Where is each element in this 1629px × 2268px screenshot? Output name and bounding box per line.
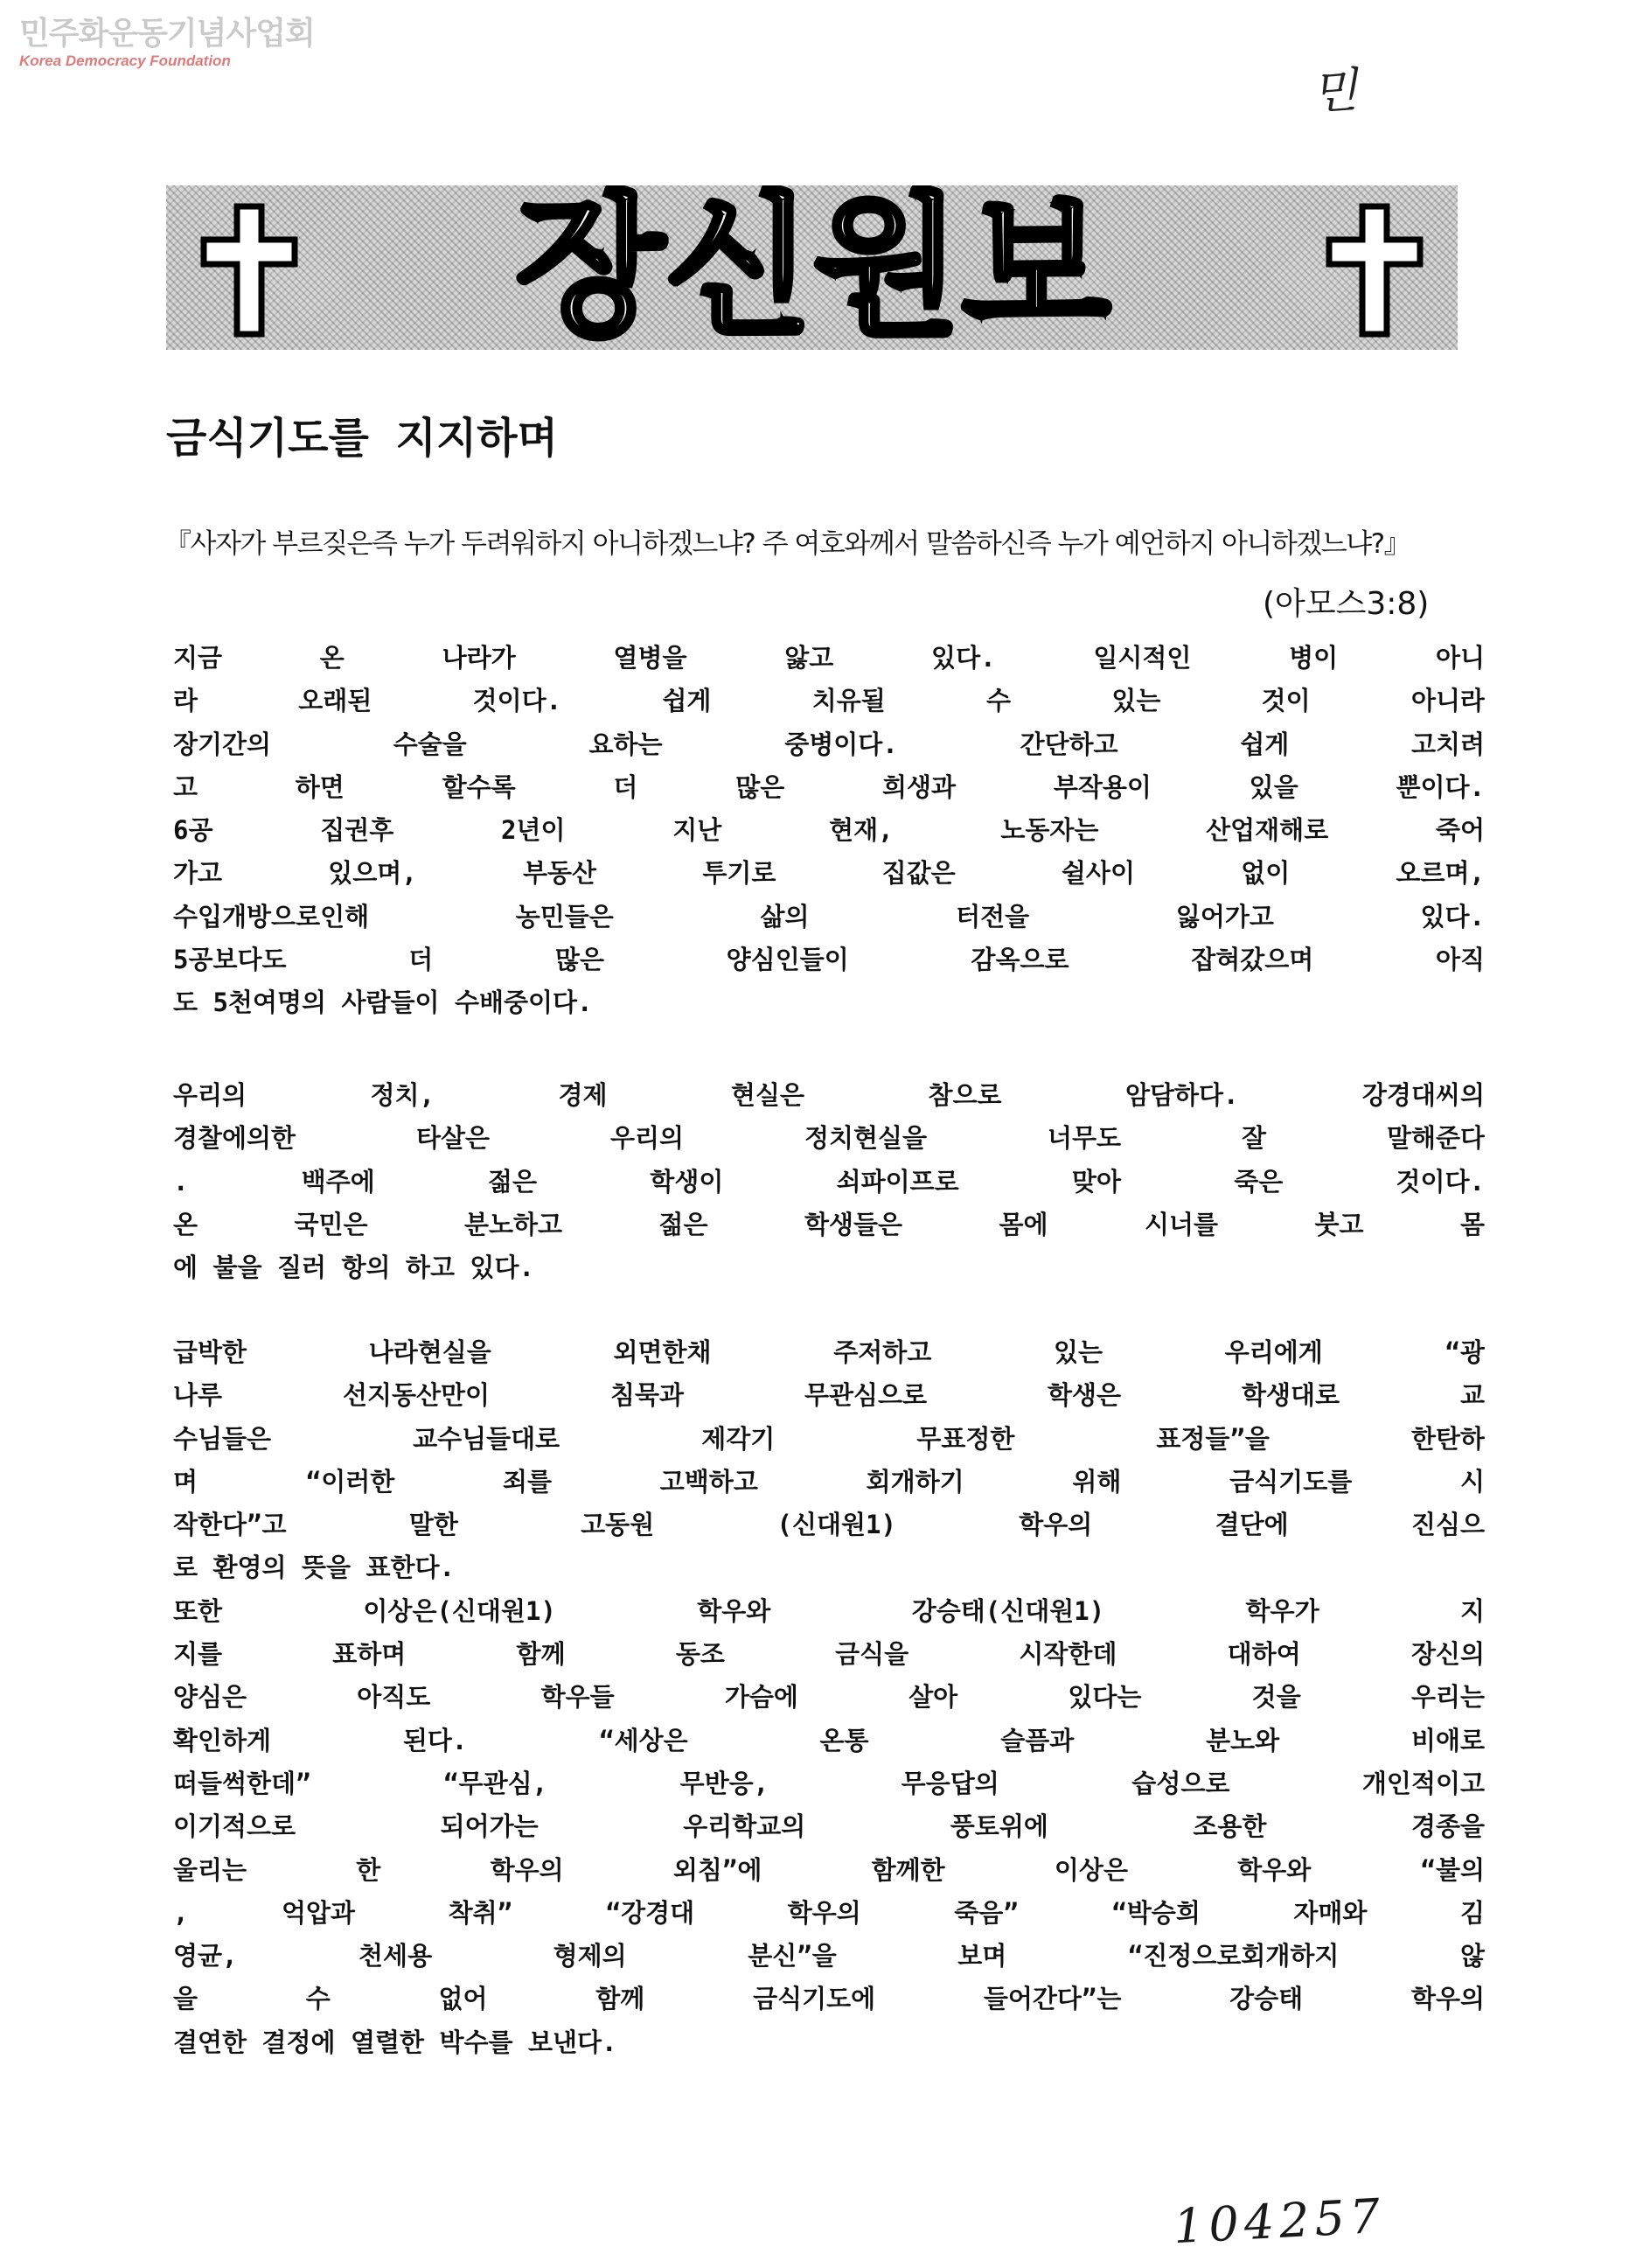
text-line: 장기간의 수술을 요하는 중병이다. 간단하고 쉽게 고치려 xyxy=(173,729,1485,759)
text-line: 또한 이상은(신대원1) 학우와 강승태(신대원1) 학우가 지 xyxy=(173,1595,1485,1626)
text-line: 떠들썩한데” “무관심, 무반응, 무응답의 습성으로 개인적이고 xyxy=(173,1768,1485,1798)
text-line: 을 수 없어 함께 금식기도에 들어간다”는 강승태 학우의 xyxy=(173,1984,1485,2014)
text-line: 5공보다도 더 많은 양심인들이 감옥으로 잡혀갔으며 아직 xyxy=(173,945,1485,975)
watermark-korean: 민주화운동기념사업회 xyxy=(19,16,315,52)
text-line: 가고 있으며, 부동산 투기로 집값은 쉴사이 없이 오르며, xyxy=(173,858,1485,889)
masthead-title: 장신원보 xyxy=(515,185,1111,350)
cross-icon xyxy=(197,201,302,339)
article-paragraph-3 xyxy=(173,1331,1485,2064)
foundation-watermark xyxy=(19,16,315,70)
masthead-banner xyxy=(166,185,1458,350)
text-line: 결연한 결정에 열렬한 박수를 보낸다. xyxy=(173,2027,617,2057)
text-line: 급박한 나라현실을 외면한채 주저하고 있는 우리에게 “광 xyxy=(173,1337,1485,1367)
scripture-epigraph: 『사자가 부르짖은즉 누가 두려워하지 아니하겠느냐? 주 여호와께서 말씀하신즉 누가 예언하지 아니하겠느냐?』 xyxy=(164,528,1410,560)
text-line: 며 “이러한 죄를 고백하고 회개하기 위해 금식기도를 시 xyxy=(173,1466,1485,1497)
text-line: 에 불을 질러 항의 하고 있다. xyxy=(173,1253,534,1283)
text-line: 영균, 천세용 형제의 분신”을 보며 “진정으로회개하지 않 xyxy=(173,1941,1485,1971)
text-line: 울리는 한 학우의 외침”에 함께한 이상은 학우와 “불의 xyxy=(173,1854,1485,1885)
text-line: 지금 온 나라가 열병을 앓고 있다. 일시적인 병이 아니 xyxy=(173,643,1485,673)
text-line: 경찰에의한 타살은 우리의 정치현실을 너무도 잘 말해준다 xyxy=(173,1123,1485,1154)
text-line: 이기적으로 되어가는 우리학교의 풍토위에 조용한 경종을 xyxy=(173,1811,1485,1842)
scripture-citation: (아모스3:8) xyxy=(1263,586,1430,622)
handwritten-page-number: 104257 xyxy=(1172,2188,1387,2255)
text-line: 확인하게 된다. “세상은 온통 슬픔과 분노와 비애로 xyxy=(173,1725,1485,1755)
text-line: , 억압과 착취” “강경대 학우의 죽음” “박승희 자매와 김 xyxy=(173,1897,1485,1928)
watermark-english: Korea Democracy Foundation xyxy=(19,52,231,69)
text-line: 6공 집권후 2년이 지난 현재, 노동자는 산업재해로 죽어 xyxy=(173,815,1485,846)
text-line: 수님들은 교수님들대로 제각기 무표정한 표정들”을 한탄하 xyxy=(173,1423,1485,1454)
text-line: 작한다”고 말한 고동원 (신대원1) 학우의 결단에 진심으 xyxy=(173,1510,1485,1540)
text-line: 수입개방으로인해 농민들은 삶의 터전을 잃어가고 있다. xyxy=(173,901,1485,932)
text-line: 온 국민은 분노하고 젊은 학생들은 몸에 시너를 붓고 몸 xyxy=(173,1209,1485,1239)
text-line: 도 5천여명의 사람들이 수배중이다. xyxy=(173,987,593,1018)
article-headline: 금식기도를 지지하며 xyxy=(166,414,559,463)
text-line: 나루 선지동산만이 침묵과 무관심으로 학생은 학생대로 교 xyxy=(173,1380,1485,1411)
text-line: 라 오래된 것이다. 쉽게 치유될 수 있는 것이 아니라 xyxy=(173,686,1485,716)
text-line: 양심은 아직도 학우들 가슴에 살아 있다는 것을 우리는 xyxy=(173,1682,1485,1713)
article-paragraph-1 xyxy=(173,637,1485,1025)
text-line: 지를 표하며 함께 동조 금식을 시작한데 대하여 장신의 xyxy=(173,1639,1485,1670)
article-paragraph-2 xyxy=(173,1074,1485,1289)
handwritten-mark: 민 xyxy=(1310,62,1360,121)
text-line: 로 환영의 뜻을 표한다. xyxy=(173,1553,455,1583)
cross-icon xyxy=(1322,201,1427,339)
text-line: 우리의 정치, 경제 현실은 참으로 암담하다. 강경대씨의 xyxy=(173,1080,1485,1110)
text-line: . 백주에 젊은 학생이 쇠파이프로 맞아 죽은 것이다. xyxy=(173,1166,1485,1197)
text-line: 고 하면 할수록 더 많은 희생과 부작용이 있을 뿐이다. xyxy=(173,771,1485,802)
